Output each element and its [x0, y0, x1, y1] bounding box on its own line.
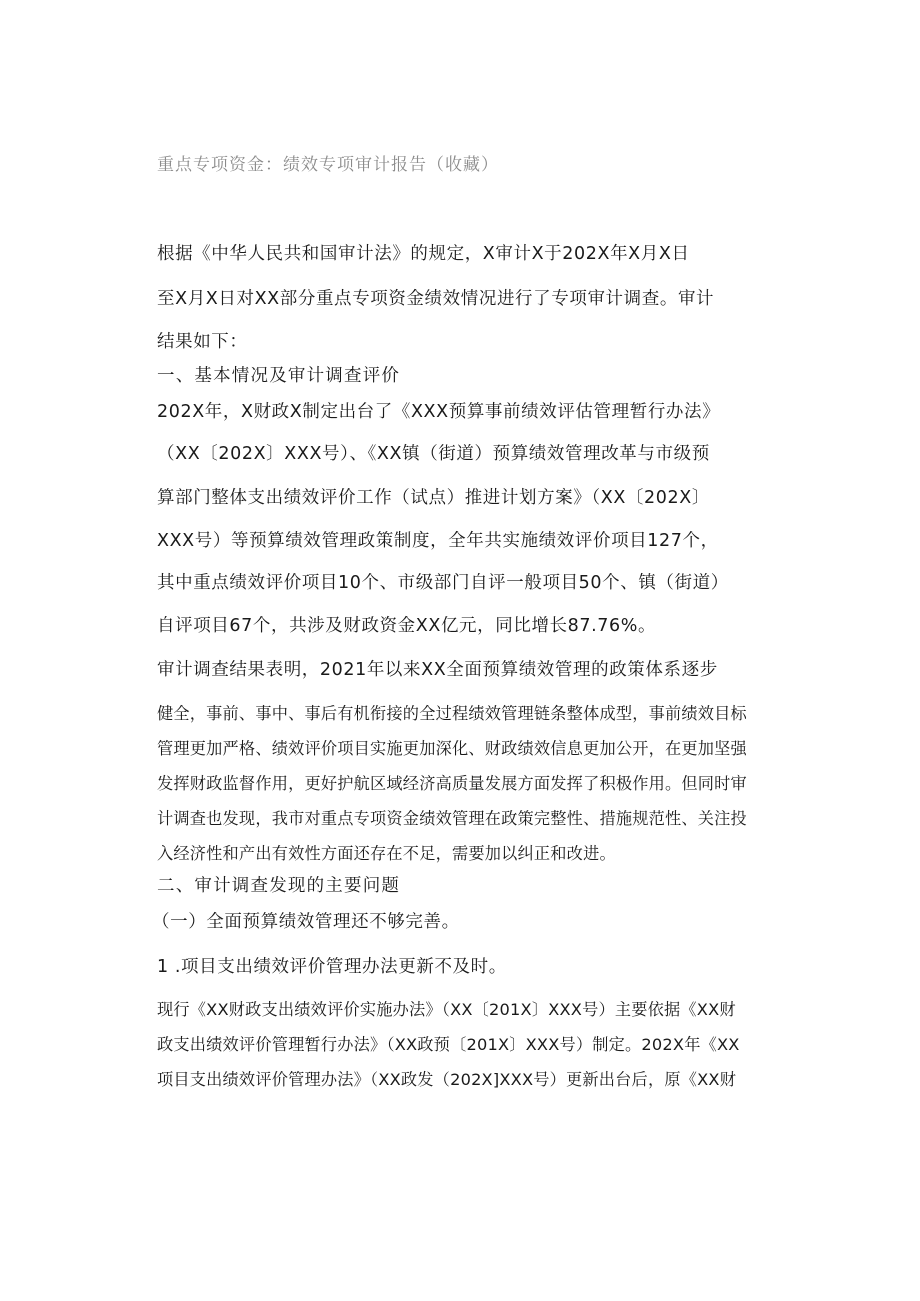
paragraph-line: 健全，事前、事中、事后有机衔接的全过程绩效管理链条整体成型，事前绩效目标 — [157, 704, 747, 723]
paragraph-line: 入经济性和产出有效性方面还存在不足，需要加以纠正和改进。 — [157, 844, 616, 863]
paragraph-line: 项目支出绩效评价管理办法》（XX政发（202X]XXX号）更新出台后，原《XX财 — [157, 1070, 737, 1089]
paragraph-line: 现行《XX财政支出绩效评价实施办法》（XX〔201X〕XXX号）主要依据《XX财 — [157, 1000, 736, 1019]
paragraph-line: （XX〔202X〕XXX号）、《XX镇（街道）预算绩效管理改革与市级预 — [157, 444, 710, 464]
paragraph-line: 政支出绩效评价管理暂行办法》（XX政预〔201X〕XXX号）制定。202X年《XX — [157, 1035, 740, 1054]
section-heading: 一、基本情况及审计调查评价 — [157, 366, 401, 386]
paragraph-line: 管理更加严格、绩效评价项目实施更加深化、财政绩效信息更加公开，在更加坚强 — [157, 739, 747, 758]
section-heading: 二、审计调查发现的主要问题 — [157, 876, 401, 896]
paragraph-line: 算部门整体支出绩效评价工作（试点）推进计划方案》（XX〔202X〕 — [157, 488, 710, 508]
document-title: 重点专项资金：绩效专项审计报告（收藏） — [157, 155, 499, 175]
subsection-heading: （一）全面预算绩效管理还不够完善。 — [152, 912, 460, 932]
paragraph-line: 202X年，X财政X制定出台了《XXX预算事前绩效评估管理暂行办法》 — [157, 402, 721, 422]
paragraph-line: 审计调查结果表明，2021年以来XX全面预算绩效管理的政策体系逐步 — [157, 660, 718, 680]
paragraph-line: 自评项目67个，共涉及财政资金XX亿元，同比增长87.76%。 — [157, 616, 657, 636]
paragraph-line: XXX号）等预算绩效管理政策制度，全年共实施绩效评价项目127个， — [157, 531, 719, 551]
paragraph-line: 发挥财政监督作用，更好护航区域经济高质量发展方面发挥了积极作用。但同时审 — [157, 774, 747, 793]
paragraph-line: 至X月X日对XX部分重点专项资金绩效情况进行了专项审计调查。审计 — [157, 289, 715, 309]
paragraph-line: 结果如下： — [157, 332, 248, 352]
paragraph-line: 其中重点绩效评价项目10个、市级部门自评一般项目50个、镇（街道） — [157, 573, 729, 593]
item-heading: 1 .项目支出绩效评价管理办法更新不及时。 — [157, 957, 507, 977]
paragraph-line: 根据《中华人民共和国审计法》的规定，X审计X于202X年X月X日 — [157, 244, 690, 264]
paragraph-line: 计调查也发现，我市对重点专项资金绩效管理在政策完整性、措施规范性、关注投 — [157, 809, 747, 828]
